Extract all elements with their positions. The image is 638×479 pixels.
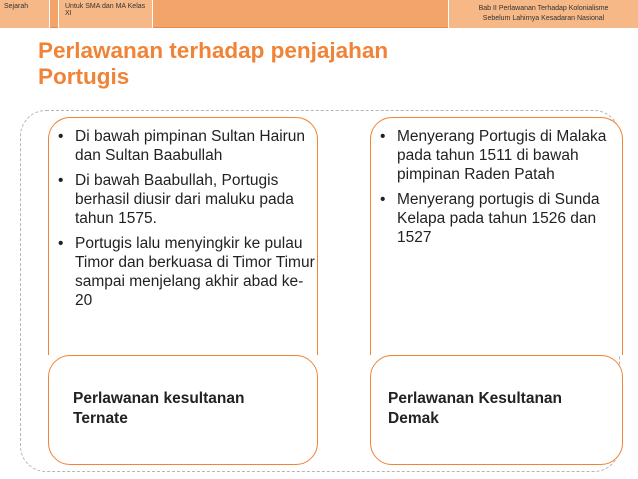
list-item: [50, 127, 315, 165]
chapter-line-2: Sebelum Lahirnya Kesadaran Nasional: [482, 15, 605, 22]
bullet-text: Di bawah Baabullah, Portugis berhasil diusir dari maluku pada tahun 1575.: [75, 172, 294, 227]
demak-label: Perlawanan Kesultanan Demak: [388, 390, 563, 427]
list-item: [50, 171, 315, 228]
bullet-text: Portugis lalu menyingkir ke pulau Timor dan berkuasa di Timor Timur sampai menjelang akhir abad ke-20: [75, 235, 315, 309]
list-item: [372, 127, 622, 184]
subject-label: Sejarah: [4, 3, 29, 10]
bullet-icon: •: [58, 128, 64, 145]
bullet-icon: •: [380, 191, 386, 208]
slide-title-line-1: Perlawanan terhadap penjajahan: [38, 38, 389, 63]
subject-tab: [0, 0, 50, 28]
grade-label: Untuk SMA dan MA Kelas XI: [65, 3, 146, 17]
list-item: [372, 190, 622, 247]
grade-tab: [58, 0, 153, 28]
slide-title-line-2: Portugis: [38, 64, 130, 89]
chapter-line-1: Bab II Perlawanan Terhadap Kolonialisme: [478, 5, 609, 12]
ternate-bullet-list: [50, 127, 315, 316]
demak-bullet-list: [372, 127, 622, 253]
bullet-icon: •: [58, 172, 64, 189]
bullet-icon: •: [58, 235, 64, 252]
chapter-tab: [448, 0, 638, 28]
bullet-text: Menyerang Portugis di Malaka pada tahun 1511 di bawah pimpinan Raden Patah: [397, 128, 607, 183]
header-bar: [0, 0, 638, 28]
ternate-label: Perlawanan kesultanan Ternate: [73, 390, 245, 427]
bullet-icon: •: [380, 128, 386, 145]
bullet-text: Menyerang portugis di Sunda Kelapa pada tahun 1526 dan 1527: [397, 191, 600, 246]
list-item: [50, 234, 315, 310]
slide-title: [38, 38, 538, 90]
bullet-text: Di bawah pimpinan Sultan Hairun dan Sultan Baabullah: [75, 128, 306, 164]
